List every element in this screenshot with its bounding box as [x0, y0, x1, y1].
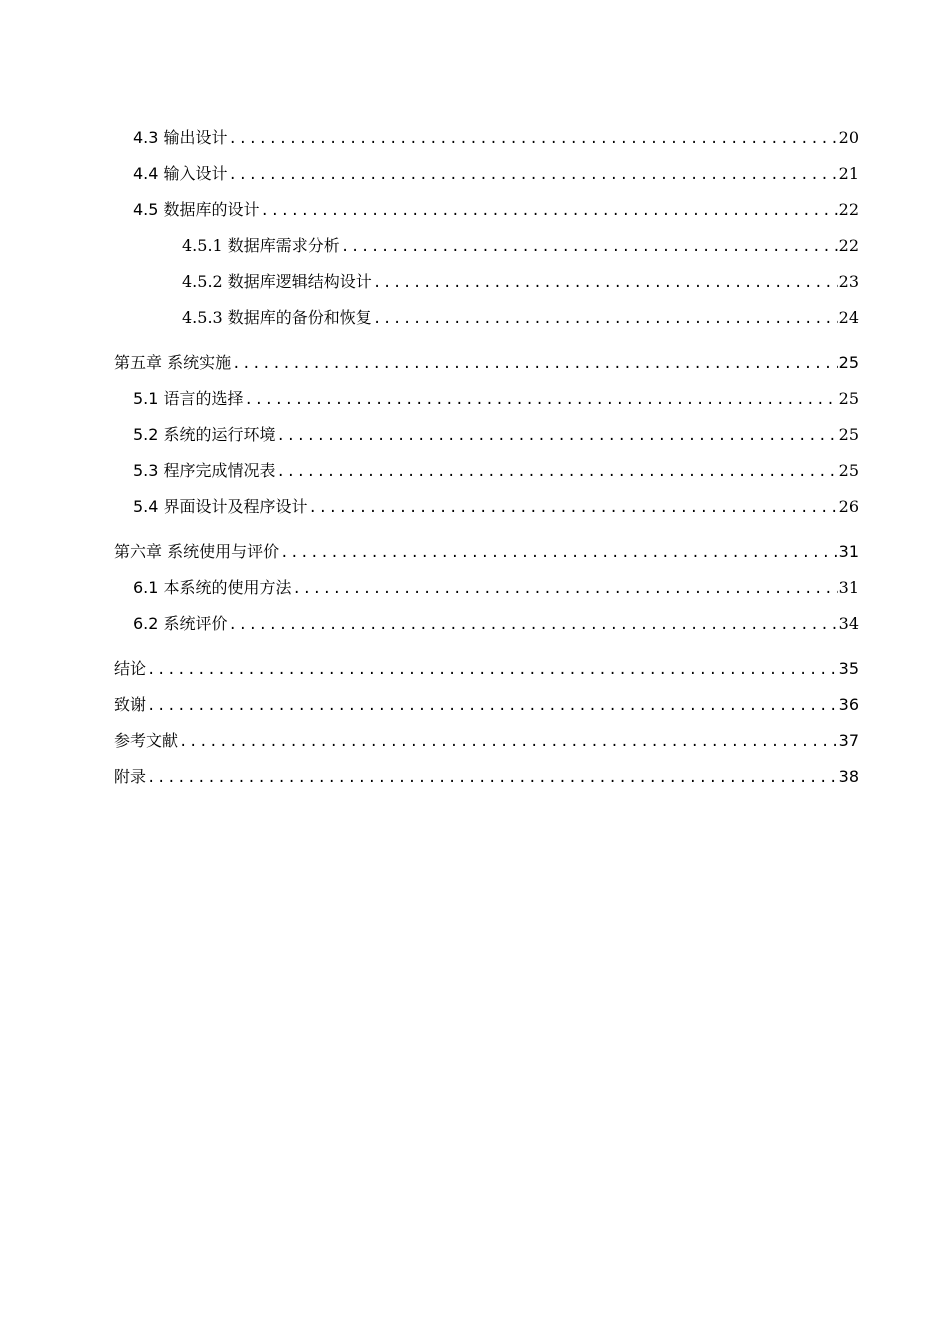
- toc-page-number: 38: [838, 767, 859, 786]
- toc-page-number: 22: [838, 200, 859, 219]
- toc-dot-leader: [179, 730, 838, 754]
- toc-dot-leader: [309, 496, 838, 520]
- toc-page-number: 36: [838, 695, 859, 714]
- toc-page-number: 31: [838, 542, 859, 561]
- toc-entry-references[interactable]: [114, 729, 859, 753]
- toc-dot-leader: [341, 235, 838, 259]
- toc-page-number: 25: [838, 425, 859, 444]
- toc-entry-appendix[interactable]: [114, 765, 859, 789]
- toc-dot-leader: [277, 424, 838, 448]
- toc-page-number: 25: [838, 389, 859, 408]
- toc-entry-5-3[interactable]: [133, 459, 859, 483]
- toc-dot-leader: [245, 388, 838, 412]
- toc-entry-label: 结论: [114, 659, 147, 678]
- toc-dot-leader: [280, 541, 838, 565]
- toc-dot-leader: [229, 163, 838, 187]
- toc-page-number: 21: [838, 164, 859, 183]
- toc-entry-5-4[interactable]: [133, 495, 859, 519]
- toc-entry-label: 5.1 语言的选择: [133, 389, 244, 408]
- toc-dot-leader: [232, 352, 838, 376]
- toc-page-number: 31: [838, 578, 859, 597]
- toc-entry-label: 5.3 程序完成情况表: [133, 461, 276, 480]
- toc-page-number: 25: [838, 461, 859, 480]
- toc-entry-label: 6.2 系统评价: [133, 614, 228, 633]
- toc-entry-label: 致谢: [114, 695, 147, 714]
- toc-entry-label: 5.4 界面设计及程序设计: [133, 497, 308, 516]
- toc-entry-label: 6.1 本系统的使用方法: [133, 578, 292, 597]
- toc-page-number: 20: [838, 128, 859, 147]
- toc-entry-acknowledgements[interactable]: [114, 693, 859, 717]
- toc-dot-leader: [147, 694, 838, 718]
- toc-entry-4-5-1[interactable]: [182, 234, 859, 258]
- toc-entry-chapter-5[interactable]: [114, 351, 859, 375]
- toc-dot-leader: [261, 199, 838, 223]
- toc-entry-label: 4.3 输出设计: [133, 128, 228, 147]
- toc-dot-leader: [373, 271, 838, 295]
- toc-entry-6-2[interactable]: [133, 612, 859, 636]
- toc-entry-label: 4.5 数据库的设计: [133, 200, 260, 219]
- toc-entry-4-5[interactable]: [133, 198, 859, 222]
- toc-entry-label: 参考文献: [114, 731, 179, 750]
- toc-entry-4-3[interactable]: [133, 126, 859, 150]
- toc-entry-label: 4.5.1 数据库需求分析: [182, 236, 340, 255]
- toc-page-number: 25: [838, 353, 859, 372]
- toc-page-number: 24: [838, 308, 859, 327]
- toc-entry-label: 第六章 系统使用与评价: [114, 542, 280, 561]
- toc-page-number: 35: [838, 659, 859, 678]
- toc-entry-label: 4.5.3 数据库的备份和恢复: [182, 308, 372, 327]
- toc-dot-leader: [229, 613, 838, 637]
- toc-dot-leader: [277, 460, 838, 484]
- toc-dot-leader: [147, 658, 838, 682]
- toc-dot-leader: [229, 127, 838, 151]
- toc-entry-label: 附录: [114, 767, 147, 786]
- toc-entry-conclusion[interactable]: [114, 657, 859, 681]
- toc-entry-label: 4.4 输入设计: [133, 164, 228, 183]
- toc-page-number: 22: [838, 236, 859, 255]
- toc-dot-leader: [293, 577, 838, 601]
- toc-dot-leader: [147, 766, 838, 790]
- toc-entry-label: 4.5.2 数据库逻辑结构设计: [182, 272, 372, 291]
- toc-entry-5-2[interactable]: [133, 423, 859, 447]
- toc-entry-6-1[interactable]: [133, 576, 859, 600]
- toc-page-number: 37: [838, 731, 859, 750]
- toc-page-number: 26: [838, 497, 859, 516]
- toc-page-number: 23: [838, 272, 859, 291]
- toc-entry-5-1[interactable]: [133, 387, 859, 411]
- toc-entry-label: 5.2 系统的运行环境: [133, 425, 276, 444]
- toc-entry-4-5-3[interactable]: [182, 306, 859, 330]
- toc-entry-4-4[interactable]: [133, 162, 859, 186]
- toc-dot-leader: [373, 307, 838, 331]
- toc-entry-chapter-6[interactable]: [114, 540, 859, 564]
- toc-entry-label: 第五章 系统实施: [114, 353, 232, 372]
- toc-entry-4-5-2[interactable]: [182, 270, 859, 294]
- toc-page-number: 34: [838, 614, 859, 633]
